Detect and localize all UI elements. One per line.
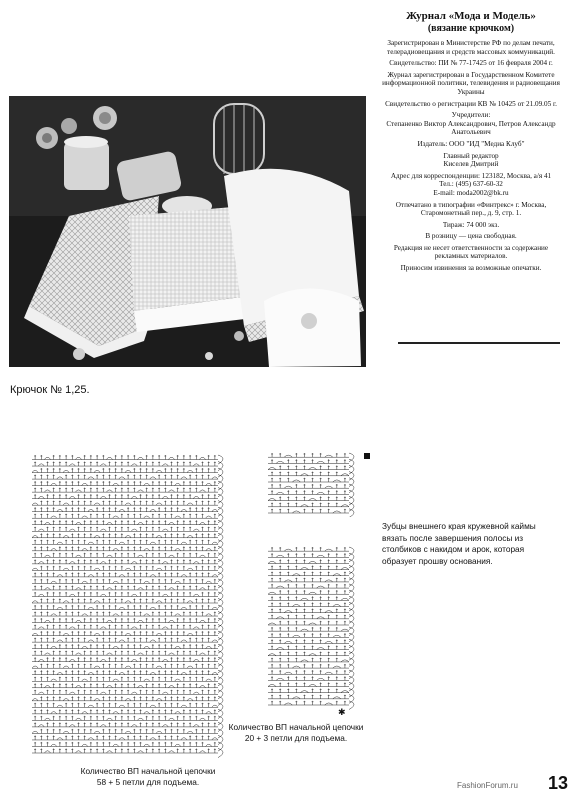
caption-left <box>48 766 248 788</box>
hook-size-label: Крючок № 1,25. <box>10 384 90 396</box>
caption-right-line1: Количество ВП начальной цепочки <box>228 722 364 732</box>
imprint-line: Киселев Дмитрий <box>443 160 499 169</box>
imprint-line: Тираж: 74 000 экз. <box>442 220 500 229</box>
imprint-line: Учредители: <box>451 111 491 120</box>
imprint-line: Журнал зарегистрирован в Государственном Комитете информационной политики, телевидения и радиовещания Украины <box>382 70 560 96</box>
lace-photo <box>9 96 366 367</box>
lace-photo-image <box>9 96 366 367</box>
imprint-line: Отпечатано в типографии «Финтрекс» г. Москва, Старомонетный пер., д. 9, стр. 1. <box>395 200 547 218</box>
caption-left-line2: 58 + 5 петли для подъема. <box>96 777 200 787</box>
crochet-chart-narrow-top <box>268 451 373 517</box>
watermark: FashionForum.ru <box>457 781 518 790</box>
imprint-line: Приносим извинения за возможные опечатки. <box>400 264 542 273</box>
imprint-line: Свидетельство: ПИ № 77-17425 от 16 февраля 2004 г. <box>389 59 553 68</box>
start-asterisk-icon: ✱ <box>338 707 346 717</box>
crochet-chart-narrow-bottom <box>268 545 373 717</box>
imprint-line: Зарегистрирован в Министерстве РФ по делам печати, телерадиовещания и средств массовых коммуникаций. <box>387 39 555 56</box>
magazine-title: Журнал «Мода и Модель» <box>406 10 536 22</box>
divider-rule <box>398 342 560 344</box>
imprint-line: В розницу — цена свободная. <box>425 232 517 241</box>
imprint-line: E-mail: moda2002@bk.ru <box>433 188 509 197</box>
imprint-line: Главный редактор <box>443 151 499 160</box>
caption-right <box>216 722 376 744</box>
crochet-chart-wide <box>32 453 232 765</box>
imprint-block <box>380 10 562 276</box>
caption-left-line1: Количество ВП начальной цепочки <box>80 766 216 776</box>
imprint-line: Адрес для корреспонденции: 123182, Москва, а/я 41 <box>390 171 552 180</box>
magazine-subtitle: (вязание крючком) <box>427 23 515 34</box>
start-marker-icon <box>364 453 370 459</box>
caption-right-line2: 20 + 3 петли для подъема. <box>244 733 348 743</box>
imprint-line: Свидетельство о регистрации КВ № 10425 от 21.09.05 г. <box>385 99 557 108</box>
imprint-line: Издатель: ООО "ИД "Медиа Клуб" <box>417 139 525 148</box>
instruction-note: Зубцы внешнего края кружевной каймы вязать после завершения полосы из столбиков с накидом и арок, которая образует прошву основания. <box>382 521 536 566</box>
imprint-line: Редакция не несет ответственности за содержание рекламных материалов. <box>393 243 549 261</box>
imprint-line: Степаненко Виктор Александрович, Петров Александр Анатольевич <box>386 119 556 137</box>
imprint-line: Тел.: (495) 637-60-32 <box>439 180 503 189</box>
page-number: 13 <box>548 773 569 793</box>
